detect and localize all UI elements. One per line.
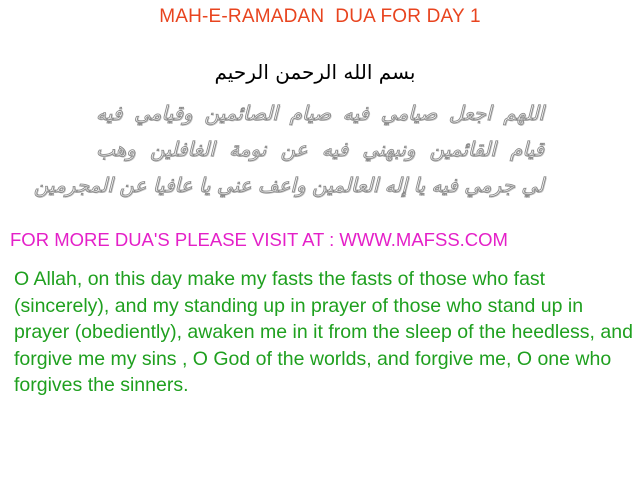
arabic-dua-line-3: لي جرمي فيه يا إله العالمين واعف عني يا عافيا عن المجرمين [33, 173, 544, 197]
arabic-dua-line-2: قيام القائمين ونبهني فيه عن نومة الغافلين وهب [96, 137, 544, 161]
website-visit-line: FOR MORE DUA'S PLEASE VISIT AT : WWW.MAFSS.COM [10, 229, 508, 250]
arabic-dua-calligraphy [33, 96, 544, 204]
arabic-dua-line-1: اللهم اجعل صيامي فيه صيام الصائمين وقيامي فيه [96, 101, 544, 125]
basmala-calligraphy: بسم الله الرحمن الرحيم [214, 60, 416, 84]
page-title: MAH-E-RAMADAN DUA FOR DAY 1 [159, 6, 481, 27]
english-translation: O Allah, on this day make my fasts the fasts of those who fast (sincerely), and my standing up in prayer of those who stand up in prayer (obediently), awaken me in it from the sleep of the heedless, and forgive me my sins , O God of the worlds, and forgive me, O one who forgives the sinners. [14, 268, 633, 397]
